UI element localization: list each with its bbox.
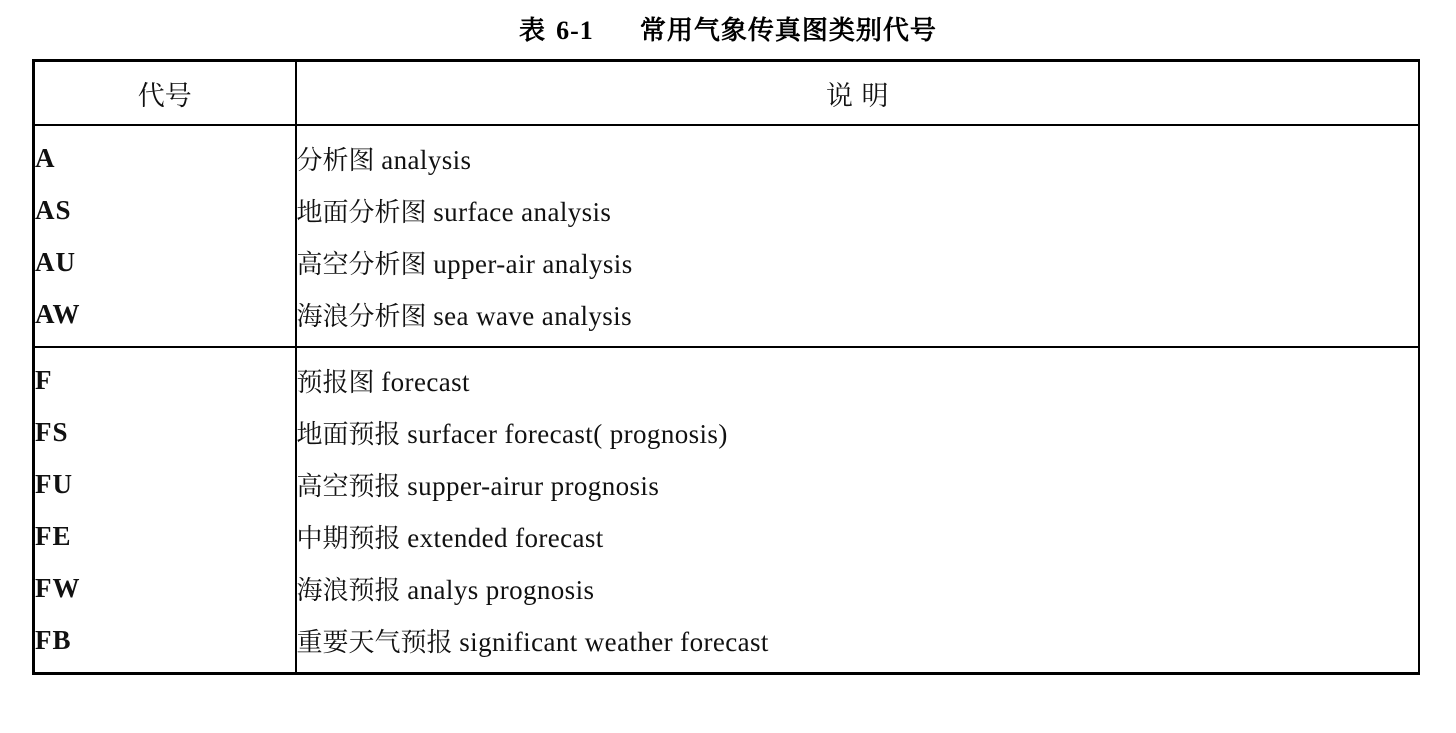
cell-code: AU [34, 236, 296, 288]
caption-title: 常用气象传真图类别代号 [639, 16, 937, 46]
cell-description-cn: 中期预报 [296, 523, 401, 554]
table-container [32, 59, 1420, 675]
cell-description-en: surface analysis [433, 196, 612, 227]
cell-code: FS [34, 406, 296, 458]
cell-description [296, 288, 1420, 347]
header-cell-description: 说 明 [296, 61, 1420, 126]
cell-description [296, 347, 1420, 406]
cell-description-en: upper-air analysis [433, 248, 633, 279]
cell-description-en: forecast [381, 366, 470, 397]
cell-description-en: surfacer forecast( prognosis) [407, 418, 728, 449]
table-row [34, 288, 1420, 347]
cell-description [296, 562, 1420, 614]
table-header-row [34, 61, 1420, 126]
cell-description [296, 458, 1420, 510]
weather-fax-code-table [32, 59, 1420, 675]
cell-description-cn: 地面预报 [296, 419, 401, 450]
table-caption [0, 0, 1456, 59]
caption-label: 表 [519, 16, 547, 46]
cell-description-en: sea wave analysis [433, 300, 632, 331]
cell-description-cn: 地面分析图 [296, 197, 427, 228]
header-cell-code: 代号 [34, 61, 296, 126]
cell-description-en: significant weather forecast [459, 626, 769, 657]
cell-code: A [34, 125, 296, 184]
cell-code: FU [34, 458, 296, 510]
table-row [34, 406, 1420, 458]
table-row [34, 510, 1420, 562]
table-row [34, 125, 1420, 184]
cell-description [296, 614, 1420, 674]
table-row [34, 347, 1420, 406]
table-row [34, 614, 1420, 674]
cell-code: FW [34, 562, 296, 614]
table-body [34, 61, 1420, 674]
cell-code: FE [34, 510, 296, 562]
cell-description [296, 184, 1420, 236]
table-row [34, 236, 1420, 288]
cell-description-en: extended forecast [407, 522, 604, 553]
cell-code: F [34, 347, 296, 406]
cell-code: AW [34, 288, 296, 347]
cell-code: AS [34, 184, 296, 236]
cell-description-en: supper-airur prognosis [407, 470, 660, 501]
cell-description-cn: 高空分析图 [296, 249, 427, 280]
cell-description [296, 236, 1420, 288]
cell-code: FB [34, 614, 296, 674]
cell-description-cn: 分析图 [296, 145, 375, 176]
table-row [34, 562, 1420, 614]
cell-description-en: analys prognosis [407, 574, 595, 605]
cell-description [296, 125, 1420, 184]
table-row [34, 184, 1420, 236]
cell-description-cn: 预报图 [296, 367, 375, 398]
cell-description-cn: 重要天气预报 [296, 627, 453, 658]
cell-description-en: analysis [381, 144, 472, 175]
table-row [34, 458, 1420, 510]
cell-description-cn: 海浪分析图 [296, 301, 427, 332]
cell-description-cn: 海浪预报 [296, 575, 401, 606]
caption-number: 6-1 [556, 16, 594, 45]
cell-description [296, 406, 1420, 458]
cell-description-cn: 高空预报 [296, 471, 401, 502]
cell-description [296, 510, 1420, 562]
